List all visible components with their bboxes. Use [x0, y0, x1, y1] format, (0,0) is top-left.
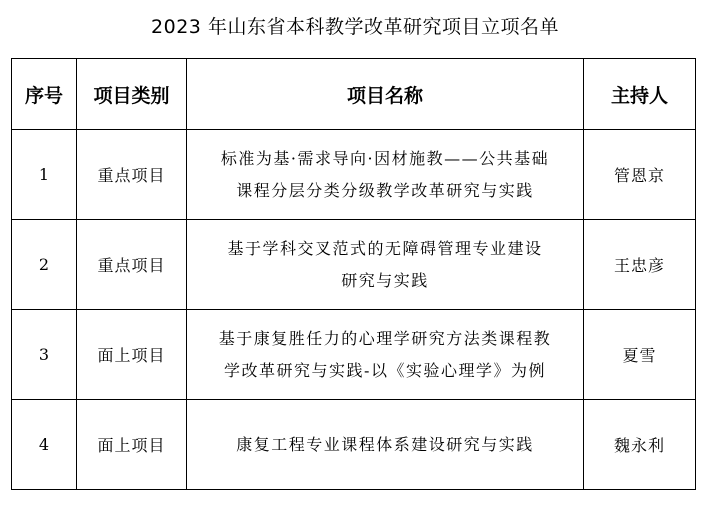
header-host: 主持人: [584, 59, 696, 130]
project-name-line: 基于康复胜任力的心理学研究方法类课程教: [218, 328, 552, 348]
table-row: [12, 400, 696, 490]
cell-project-name: [187, 220, 584, 310]
project-name-line: 标准为基·需求导向·因材施教——公共基础: [220, 148, 550, 168]
table-row: [12, 220, 696, 310]
table-row: [12, 310, 696, 400]
cell-project-category: 面上项目: [77, 400, 187, 490]
table-header-row: [12, 59, 696, 130]
cell-project-name: [187, 310, 584, 400]
cell-project-name: [187, 130, 584, 220]
cell-project-category: 重点项目: [77, 130, 187, 220]
project-list-table: [11, 58, 696, 490]
project-name-line: 学改革研究与实践-以《实验心理学》为例: [224, 360, 546, 380]
project-name-line: 研究与实践: [341, 270, 429, 290]
project-name-line: 基于学科交叉范式的无障碍管理专业建设: [227, 238, 543, 258]
header-project-name: 项目名称: [187, 59, 584, 130]
cell-serial-number: 2: [12, 220, 77, 310]
cell-serial-number: 4: [12, 400, 77, 490]
cell-host: 魏永利: [584, 400, 696, 490]
cell-host: 夏雪: [584, 310, 696, 400]
cell-serial-number: 1: [12, 130, 77, 220]
cell-project-name: [187, 400, 584, 490]
document-title: 2023 年山东省本科教学改革研究项目立项名单: [151, 16, 559, 38]
header-project-category: 项目类别: [77, 59, 187, 130]
cell-host: 管恩京: [584, 130, 696, 220]
cell-host: 王忠彦: [584, 220, 696, 310]
table-row: [12, 130, 696, 220]
header-serial-number: 序号: [12, 59, 77, 130]
cell-serial-number: 3: [12, 310, 77, 400]
project-name-line: 康复工程专业课程体系建设研究与实践: [236, 434, 534, 454]
cell-project-category: 重点项目: [77, 220, 187, 310]
cell-project-category: 面上项目: [77, 310, 187, 400]
project-name-line: 课程分层分类分级教学改革研究与实践: [236, 180, 534, 200]
